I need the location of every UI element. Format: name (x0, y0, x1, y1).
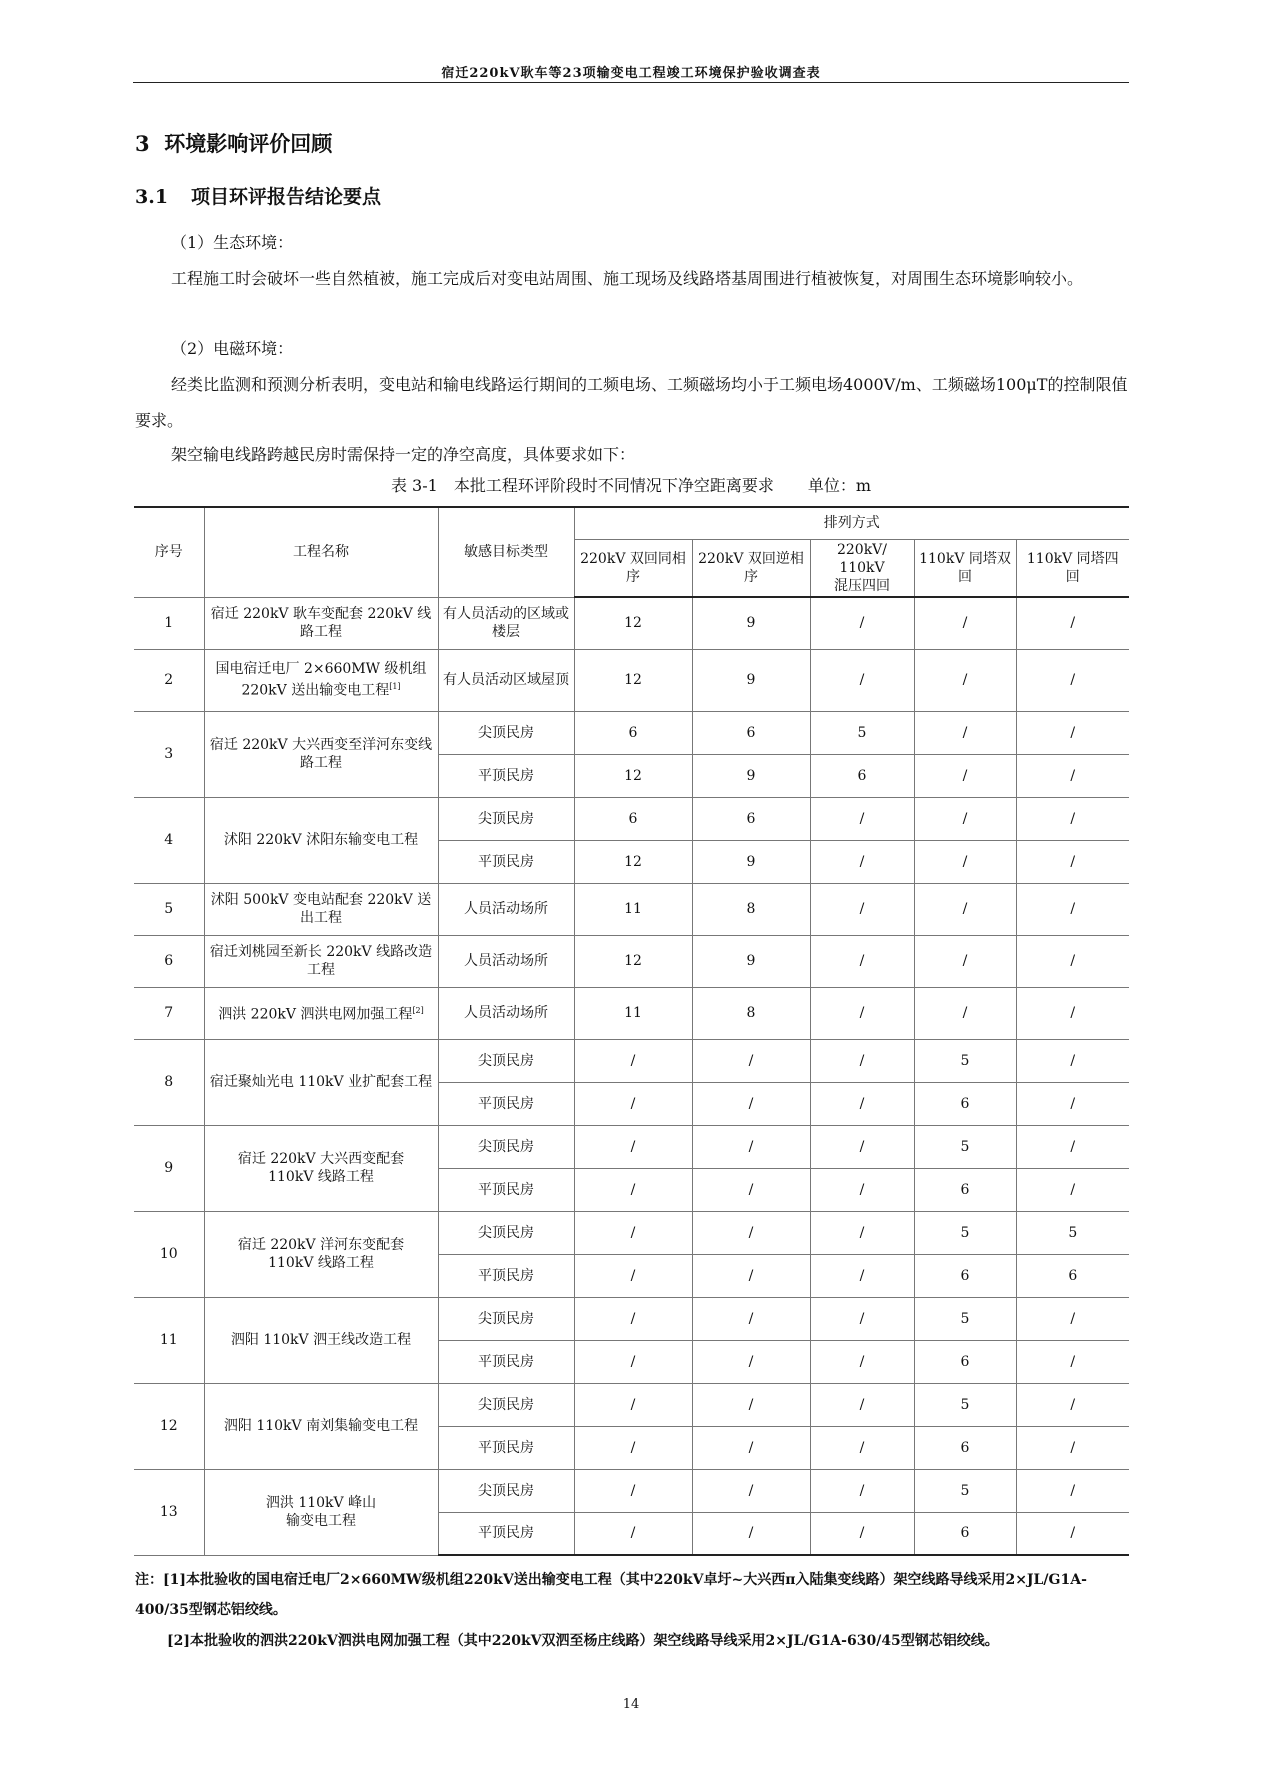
cell-seq: 11 (134, 1297, 204, 1383)
cell-value: / (1016, 1082, 1129, 1125)
cell-value: / (1016, 1383, 1129, 1426)
cell-value: 6 (574, 797, 692, 840)
cell-value: / (810, 987, 914, 1039)
table-row (134, 1039, 1129, 1082)
cell-value: / (1016, 1426, 1129, 1469)
table-row (134, 883, 1129, 935)
cell-value: / (1016, 840, 1129, 883)
cell-target-type: 平顶民房 (438, 1254, 574, 1297)
table-row (134, 1383, 1129, 1426)
cell-value: 12 (574, 597, 692, 649)
cell-value: 9 (692, 840, 810, 883)
cell-value: / (1016, 1340, 1129, 1383)
cell-value: / (692, 1469, 810, 1512)
header-seq: 序号 (134, 507, 204, 597)
table-row (134, 649, 1129, 711)
cell-value: / (692, 1168, 810, 1211)
cell-value: / (692, 1082, 810, 1125)
cell-value: / (914, 797, 1016, 840)
cell-project-name: 宿迁 220kV 大兴西变至洋河东变线路工程 (204, 711, 438, 797)
cell-target-type: 平顶民房 (438, 1168, 574, 1211)
cell-value: / (1016, 1297, 1129, 1340)
clearance-table (134, 506, 1129, 1556)
cell-value: / (574, 1254, 692, 1297)
subsection-number: 3.1 (135, 186, 169, 208)
cell-target-type: 尖顶民房 (438, 1383, 574, 1426)
cell-target-type: 平顶民房 (438, 1082, 574, 1125)
cell-project-name: 泗洪 110kV 峰山 输变电工程 (204, 1469, 438, 1555)
cell-value: / (574, 1383, 692, 1426)
cell-value: 6 (914, 1254, 1016, 1297)
cell-value: / (1016, 1039, 1129, 1082)
cell-value: / (1016, 1469, 1129, 1512)
cell-target-type: 人员活动场所 (438, 987, 574, 1039)
cell-value: / (914, 711, 1016, 754)
cell-value: / (692, 1383, 810, 1426)
cell-value: 5 (914, 1211, 1016, 1254)
cell-value: 9 (692, 754, 810, 797)
em-label: （2）电磁环境： (171, 339, 294, 358)
cell-target-type: 人员活动场所 (438, 883, 574, 935)
cell-value: / (574, 1039, 692, 1082)
table-row (134, 711, 1129, 754)
cell-value: 5 (810, 711, 914, 754)
cell-value: / (1016, 711, 1129, 754)
cell-target-type: 人员活动场所 (438, 935, 574, 987)
cell-value: / (574, 1082, 692, 1125)
cell-value: / (1016, 1168, 1129, 1211)
cell-value: / (692, 1254, 810, 1297)
cell-value: / (810, 1512, 914, 1555)
cell-value: 9 (692, 649, 810, 711)
cell-value: / (574, 1469, 692, 1512)
cell-value: 8 (692, 987, 810, 1039)
cell-seq: 5 (134, 883, 204, 935)
cell-target-type: 平顶民房 (438, 1512, 574, 1555)
cell-value: 5 (914, 1469, 1016, 1512)
cell-project-name: 沭阳 500kV 变电站配套 220kV 送出工程 (204, 883, 438, 935)
cell-value: / (810, 935, 914, 987)
cell-value: / (810, 1039, 914, 1082)
cell-seq: 8 (134, 1039, 204, 1125)
cell-value: / (810, 1297, 914, 1340)
cell-value: / (810, 1211, 914, 1254)
cell-value: 6 (692, 797, 810, 840)
header-col-2: 220kV 双回逆相序 (692, 539, 810, 597)
cell-target-type: 平顶民房 (438, 754, 574, 797)
cell-value: / (1016, 1125, 1129, 1168)
cell-project-name: 泗洪 220kV 泗洪电网加强工程[2] (204, 987, 438, 1039)
cell-value: / (810, 1383, 914, 1426)
cell-value: / (692, 1125, 810, 1168)
cell-value: / (810, 1469, 914, 1512)
cell-value: / (574, 1426, 692, 1469)
header-target: 敏感目标类型 (438, 507, 574, 597)
header-col-1: 220kV 双回同相序 (574, 539, 692, 597)
cell-value: / (692, 1426, 810, 1469)
cell-value: / (810, 797, 914, 840)
cell-target-type: 尖顶民房 (438, 797, 574, 840)
page-number: 14 (622, 1697, 640, 1712)
cell-value: / (1016, 649, 1129, 711)
cell-project-name: 泗阳 110kV 南刘集输变电工程 (204, 1383, 438, 1469)
cell-value: 6 (914, 1340, 1016, 1383)
cell-value: 5 (914, 1297, 1016, 1340)
cell-project-name: 泗阳 110kV 泗王线改造工程 (204, 1297, 438, 1383)
table-row (134, 597, 1129, 649)
cell-value: 12 (574, 840, 692, 883)
cell-value: 6 (914, 1168, 1016, 1211)
cell-value: 5 (914, 1383, 1016, 1426)
cell-target-type: 尖顶民房 (438, 1039, 574, 1082)
cell-value: / (574, 1168, 692, 1211)
cell-value: 12 (574, 754, 692, 797)
cell-value: 6 (914, 1512, 1016, 1555)
cell-value: / (810, 1125, 914, 1168)
cell-project-name: 宿迁 220kV 大兴西变配套 110kV 线路工程 (204, 1125, 438, 1211)
footnote-ref: [2] (412, 1006, 424, 1016)
section-title: 环境影响评价回顾 (164, 131, 333, 156)
cell-value: / (574, 1297, 692, 1340)
cell-project-name: 宿迁 220kV 耿车变配套 220kV 线路工程 (204, 597, 438, 649)
cell-seq: 2 (134, 649, 204, 711)
table-unit: 单位：m (807, 476, 872, 495)
cell-value: 5 (1016, 1211, 1129, 1254)
table-row (134, 1125, 1129, 1168)
cell-value: / (914, 987, 1016, 1039)
cell-target-type: 平顶民房 (438, 1426, 574, 1469)
cell-value: / (692, 1297, 810, 1340)
eco-label: （1）生态环境： (171, 233, 294, 252)
table-body (134, 597, 1129, 1555)
cell-project-name: 沭阳 220kV 沭阳东输变电工程 (204, 797, 438, 883)
cell-value: / (914, 935, 1016, 987)
cell-target-type: 尖顶民房 (438, 1469, 574, 1512)
cell-value: 6 (914, 1082, 1016, 1125)
cell-value: / (692, 1039, 810, 1082)
cell-seq: 4 (134, 797, 204, 883)
cell-value: / (692, 1211, 810, 1254)
cell-value: / (574, 1211, 692, 1254)
header-name: 工程名称 (204, 507, 438, 597)
table-row (134, 1297, 1129, 1340)
cell-value: / (574, 1340, 692, 1383)
cell-target-type: 有人员活动的区域或楼层 (438, 597, 574, 649)
cell-value: / (810, 1340, 914, 1383)
cell-value: / (1016, 797, 1129, 840)
cell-project-name: 宿迁聚灿光电 110kV 业扩配套工程 (204, 1039, 438, 1125)
cell-value: 6 (1016, 1254, 1129, 1297)
cell-value: / (810, 1168, 914, 1211)
table-caption (133, 473, 1129, 496)
header-col-4: 110kV 同塔双回 (914, 539, 1016, 597)
cell-target-type: 尖顶民房 (438, 711, 574, 754)
cell-value: 8 (692, 883, 810, 935)
cell-value: 11 (574, 987, 692, 1039)
cell-value: 11 (574, 883, 692, 935)
header-col-5: 110kV 同塔四回 (1016, 539, 1129, 597)
cell-value: / (1016, 935, 1129, 987)
subsection-title: 项目环评报告结论要点 (191, 186, 382, 208)
cell-seq: 12 (134, 1383, 204, 1469)
cell-value: 6 (914, 1426, 1016, 1469)
table-row (134, 797, 1129, 840)
cell-value: / (914, 597, 1016, 649)
cell-project-name: 宿迁刘桃园至新长 220kV 线路改造工程 (204, 935, 438, 987)
cell-value: 9 (692, 935, 810, 987)
cell-value: / (914, 649, 1016, 711)
cell-value: / (810, 883, 914, 935)
subsection-heading (135, 182, 381, 209)
section-number: 3 (135, 131, 150, 156)
cell-target-type: 尖顶民房 (438, 1211, 574, 1254)
cell-target-type: 有人员活动区域屋顶 (438, 649, 574, 711)
cell-value: / (574, 1512, 692, 1555)
cell-seq: 13 (134, 1469, 204, 1555)
table-row (134, 935, 1129, 987)
cell-value: / (574, 1125, 692, 1168)
cell-value: 5 (914, 1125, 1016, 1168)
cell-target-type: 平顶民房 (438, 840, 574, 883)
cell-value: 5 (914, 1039, 1016, 1082)
cell-value: / (810, 1082, 914, 1125)
eco-paragraph: 工程施工时会破坏一些自然植被，施工完成后对变电站周围、施工现场及线路塔基周围进行植被恢复，对周围生态环境影响较小。 (171, 269, 1084, 288)
header-arrangement: 排列方式 (574, 507, 1129, 539)
table-row (134, 1469, 1129, 1512)
cell-value: / (692, 1340, 810, 1383)
running-header: 宿迁220kV耿车等23项输变电工程竣工环境保护验收调查表 (441, 66, 821, 81)
section-heading (135, 128, 332, 158)
table-row (134, 1211, 1129, 1254)
cell-value: / (1016, 754, 1129, 797)
cell-value: 6 (810, 754, 914, 797)
cell-project-name: 宿迁 220kV 洋河东变配套 110kV 线路工程 (204, 1211, 438, 1297)
cell-value: / (914, 883, 1016, 935)
cell-value: 6 (574, 711, 692, 754)
cell-value: 12 (574, 649, 692, 711)
table-caption-text: 表 3-1 本批工程环评阶段时不同情况下净空距离要求 (390, 476, 774, 495)
cell-value: / (810, 840, 914, 883)
cell-value: / (1016, 1512, 1129, 1555)
cell-value: / (914, 840, 1016, 883)
cell-seq: 10 (134, 1211, 204, 1297)
cell-seq: 3 (134, 711, 204, 797)
cell-value: / (1016, 883, 1129, 935)
cell-value: 12 (574, 935, 692, 987)
cell-value: / (1016, 987, 1129, 1039)
cell-value: 6 (692, 711, 810, 754)
cell-seq: 7 (134, 987, 204, 1039)
clearance-paragraph: 架空输电线路跨越民房时需保持一定的净空高度，具体要求如下： (171, 445, 636, 464)
table-row (134, 987, 1129, 1039)
cell-target-type: 尖顶民房 (438, 1297, 574, 1340)
cell-project-name: 国电宿迁电厂 2×660MW 级机组 220kV 送出输变电工程[1] (204, 649, 438, 711)
cell-value: / (810, 1254, 914, 1297)
cell-seq: 9 (134, 1125, 204, 1211)
footnote-ref: [1] (389, 682, 401, 692)
cell-value: / (810, 597, 914, 649)
em-paragraph: 经类比监测和预测分析表明，变电站和输电线路运行期间的工频电场、工频磁场均小于工频电场4000V/m、工频磁场100μT的控制限值要求。 (135, 375, 1128, 430)
header-rule (133, 82, 1129, 83)
cell-value: / (1016, 597, 1129, 649)
cell-value: / (692, 1512, 810, 1555)
cell-target-type: 尖顶民房 (438, 1125, 574, 1168)
cell-value: / (810, 649, 914, 711)
cell-value: / (914, 754, 1016, 797)
table-note-1: 注：[1]本批验收的国电宿迁电厂2×660MW级机组220kV送出输变电工程（其中220kV卓圩~大兴西π入陆集变线路）架空线路导线采用2×JL/G1A-400/35型钢芯铝绞线。 (135, 1572, 1087, 1618)
header-col-3: 220kV/ 110kV 混压四回 (810, 539, 914, 597)
cell-seq: 6 (134, 935, 204, 987)
cell-target-type: 平顶民房 (438, 1340, 574, 1383)
cell-value: 9 (692, 597, 810, 649)
cell-seq: 1 (134, 597, 204, 649)
table-note-2: [2]本批验收的泗洪220kV泗洪电网加强工程（其中220kV双泗至杨庄线路）架空线路导线采用2×JL/G1A-630/45型钢芯铝绞线。 (167, 1633, 999, 1649)
cell-value: / (810, 1426, 914, 1469)
